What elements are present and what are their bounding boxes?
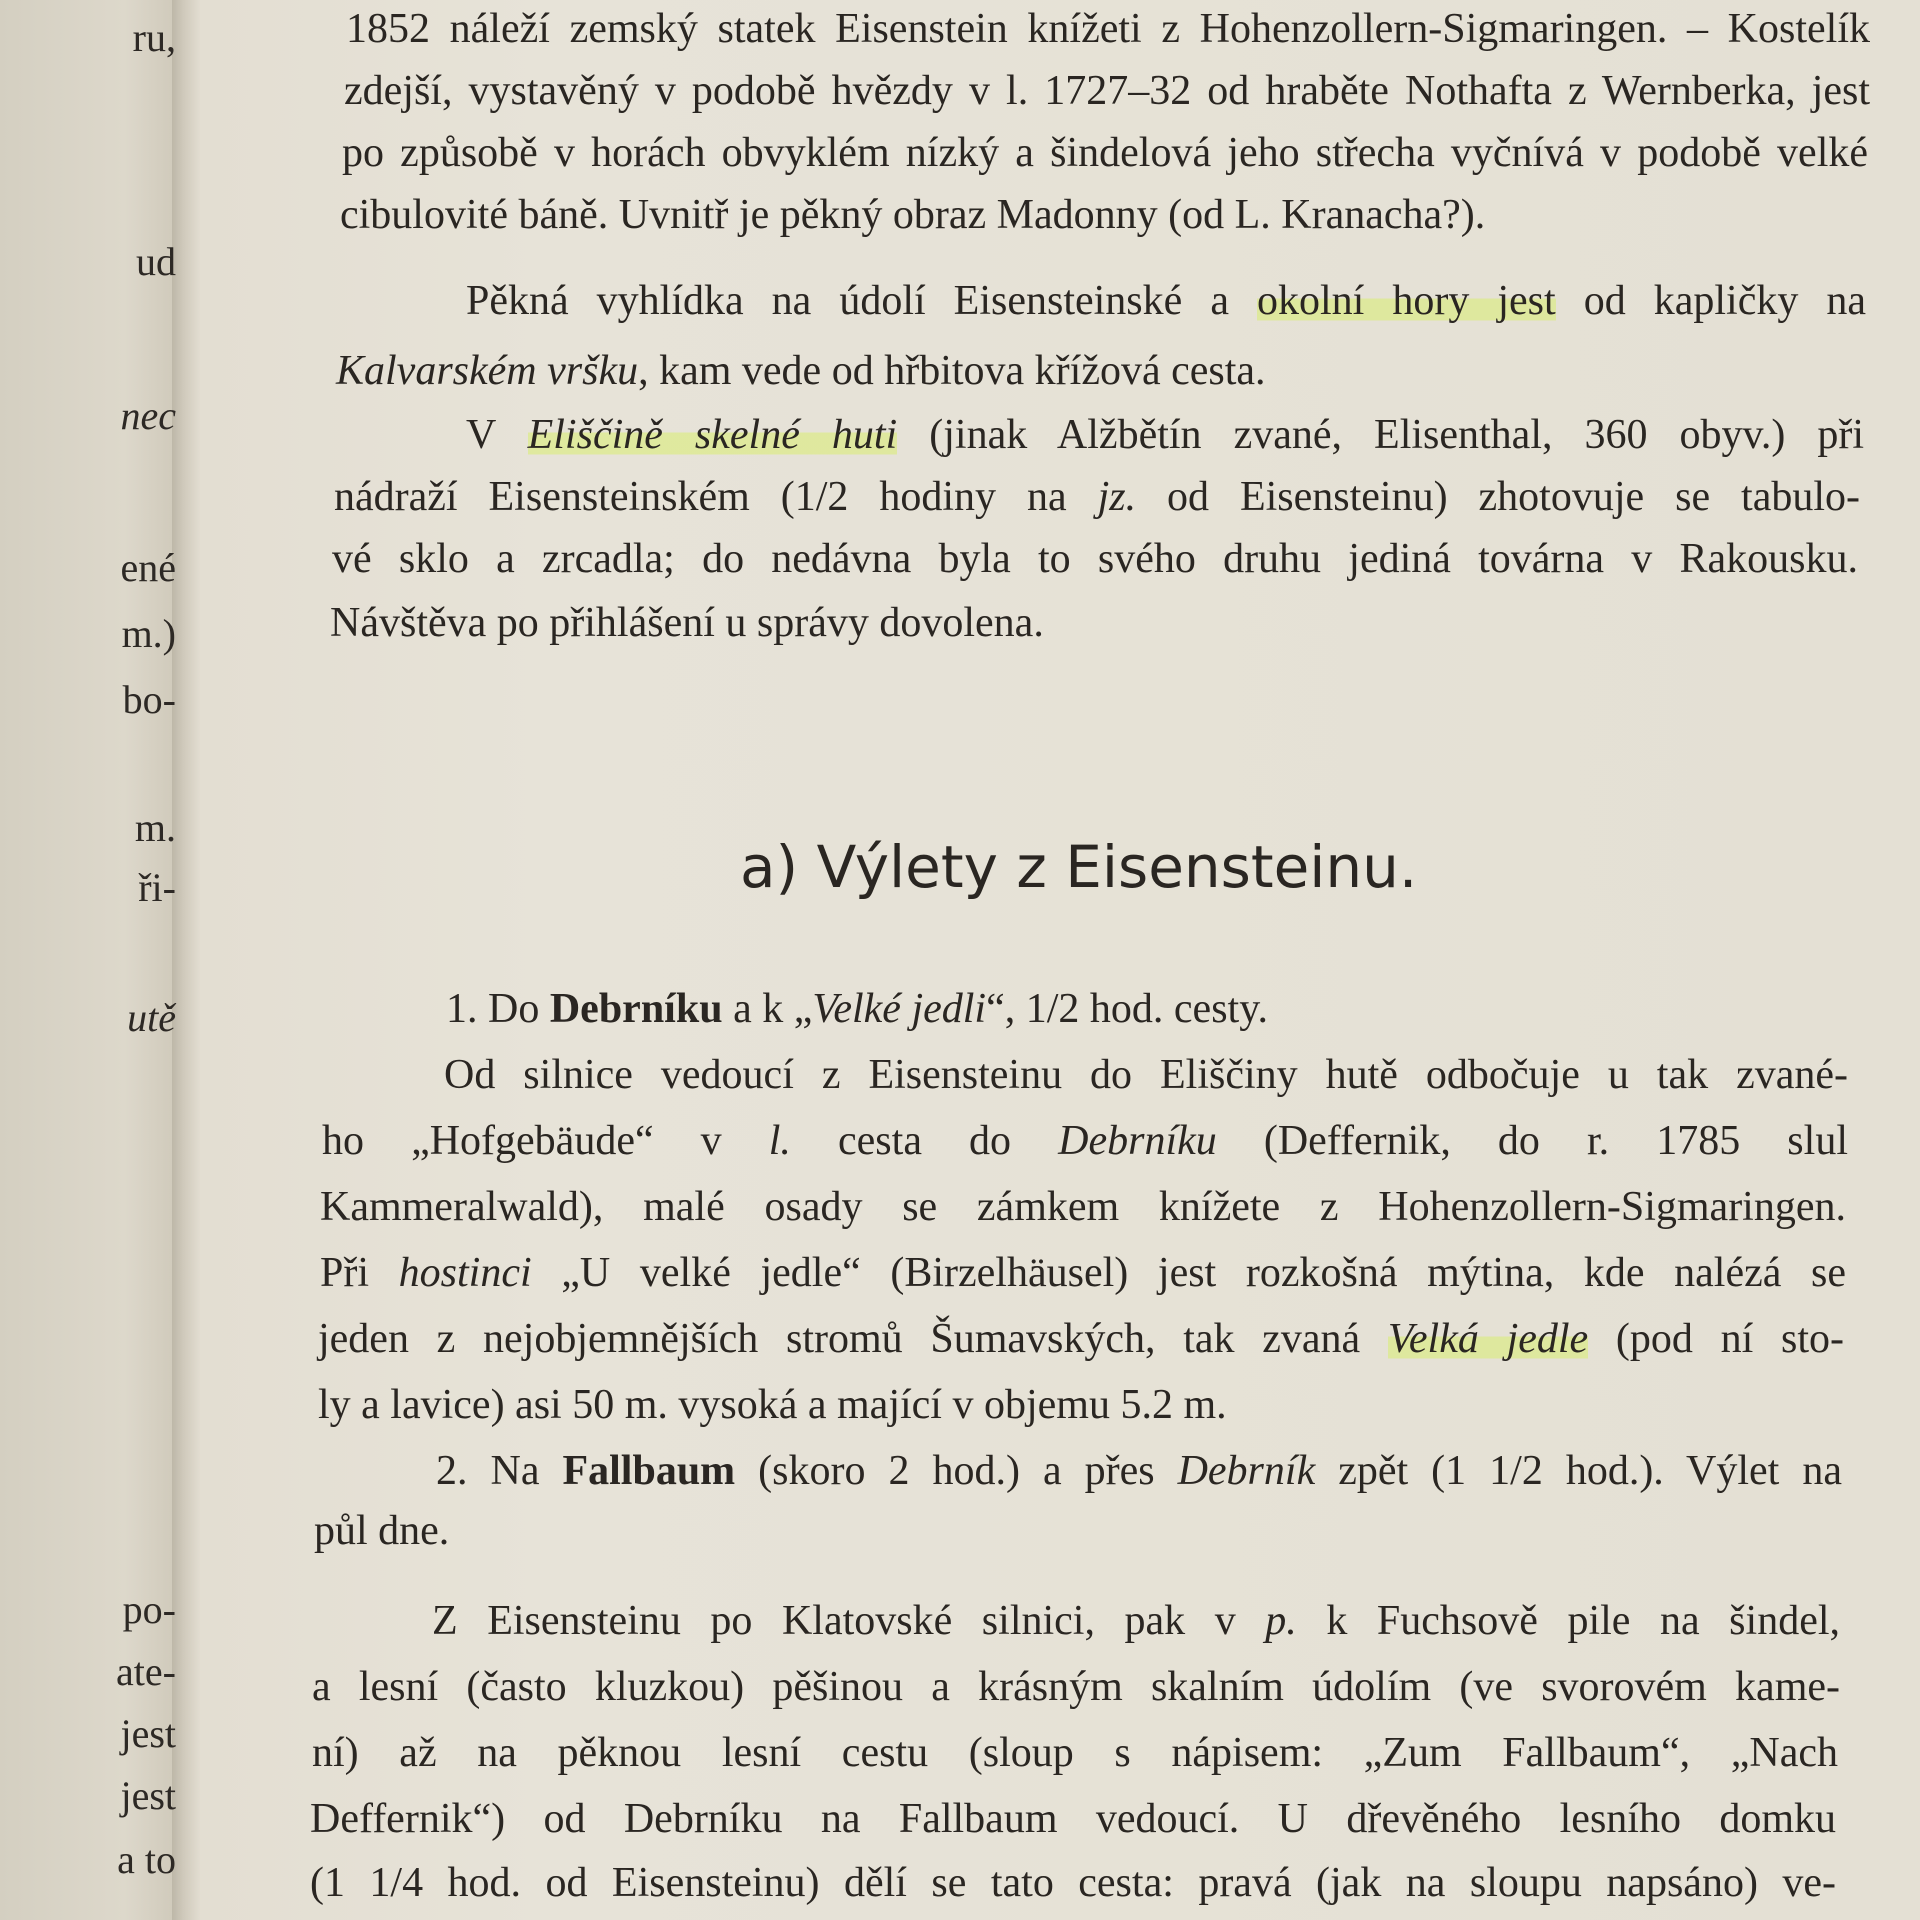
text-line bbox=[310, 1798, 1836, 1840]
text-line bbox=[342, 132, 1868, 174]
text-run: ní) až na pěknou lesní cestu (sloup s nápisem: „Zum Fallbaum“, „Nach bbox=[312, 1730, 1838, 1776]
text-line bbox=[346, 8, 1870, 50]
text-line bbox=[312, 1732, 1838, 1774]
text-line bbox=[344, 70, 1870, 112]
text-line bbox=[318, 1384, 1227, 1426]
text-run: Kammeralwald), malé osady se zámkem knížete z Hohenzollern-Sigmaringen. bbox=[320, 1184, 1846, 1230]
text-run: od kapličky na bbox=[1555, 278, 1866, 324]
text-line bbox=[444, 1054, 1848, 1096]
left-page-fragment: ené bbox=[120, 545, 176, 590]
left-page-fragment: ud bbox=[136, 239, 176, 284]
text-run: (Deffernik, do r. 1785 slul bbox=[1216, 1118, 1848, 1164]
text-line bbox=[322, 1120, 1848, 1162]
text-run: , kam vede od hřbitova křížová cesta. bbox=[638, 348, 1266, 394]
text-run: k Fuchsově pile na šindel, bbox=[1296, 1598, 1841, 1644]
left-page-fragment: nec bbox=[120, 393, 176, 438]
text-line bbox=[310, 1862, 1836, 1904]
text-line bbox=[336, 350, 1266, 392]
bold-text: Debrníku bbox=[549, 986, 723, 1032]
text-line bbox=[340, 194, 1485, 236]
text-run: (1 1/4 hod. od Eisensteinu) dělí se tato cesta: pravá (jak na sloupu napsáno) ve- bbox=[310, 1860, 1836, 1906]
left-page-fragment: utě bbox=[127, 995, 176, 1040]
left-page-fragment: bo- bbox=[122, 677, 176, 722]
text-line bbox=[320, 1252, 1846, 1294]
text-run: „U velké jedle“ (Birzelhäusel) jest rozkošná mýtina, kde nalézá se bbox=[531, 1250, 1847, 1296]
book-gutter bbox=[172, 0, 200, 1920]
highlighted-text: okolní hory jest bbox=[1256, 278, 1556, 324]
text-run: (pod ní sto- bbox=[1588, 1316, 1844, 1362]
text-run: cesta do bbox=[790, 1118, 1059, 1164]
left-page-fragment: jest bbox=[120, 1773, 176, 1818]
text-run: ly a lavice) asi 50 m. vysoká a mající v objemu 5.2 m. bbox=[318, 1382, 1227, 1428]
text-run: zdejší, vystavěný v podobě hvězdy v l. 1727–32 od hraběte Nothafta z Wernberka, jest bbox=[344, 68, 1870, 114]
text-run: a k „ bbox=[722, 986, 813, 1032]
text-run: půl dne. bbox=[314, 1508, 450, 1554]
text-line bbox=[312, 1666, 1840, 1708]
left-page-fragment: a to bbox=[117, 1837, 176, 1882]
italic-text: hostinci bbox=[398, 1250, 532, 1296]
text-run: a lesní (často kluzkou) pěšinou a krásným skalním údolím (ve svorovém kame- bbox=[312, 1664, 1840, 1710]
left-page-fragment: ři- bbox=[138, 865, 176, 910]
text-run: Z Eisensteinu po Klatovské silnici, pak v bbox=[432, 1598, 1266, 1644]
text-line bbox=[320, 1186, 1846, 1228]
italic-text: Kalvarském vršku bbox=[336, 348, 639, 394]
italic-text: Velké jedli bbox=[812, 986, 987, 1032]
left-page-fragment: ate- bbox=[116, 1649, 176, 1694]
text-run: zpět (1 1/2 hod.). Výlet na bbox=[1315, 1448, 1842, 1494]
text-line bbox=[318, 1318, 1844, 1360]
section-heading: a) Výlety z Eisensteinu. bbox=[740, 833, 1418, 901]
text-run: vé sklo a zrcadla; do nedávna byla to svého druhu jediná továrna v Rakousku. bbox=[332, 536, 1858, 582]
left-page-fragment: m. bbox=[134, 805, 176, 850]
text-line bbox=[334, 476, 1860, 518]
text-run: Od silnice vedoucí z Eisensteinu do Eliščiny hutě odbočuje u tak zvané- bbox=[444, 1052, 1848, 1098]
text-run: Deffernik“) od Debrníku na Fallbaum vedoucí. U dřevěného lesního domku bbox=[310, 1796, 1836, 1842]
text-run: V bbox=[466, 412, 528, 458]
left-page-fragment: ru, bbox=[132, 15, 176, 60]
text-run: ho „Hofgebäude“ v bbox=[322, 1118, 769, 1164]
text-run: 1. Do bbox=[446, 986, 550, 1032]
text-line bbox=[446, 988, 1268, 1030]
bold-text: Fallbaum bbox=[562, 1448, 736, 1494]
italic-text: p. bbox=[1265, 1598, 1297, 1644]
text-line bbox=[466, 280, 1866, 322]
highlighted-text: Eliščině skelné huti bbox=[527, 412, 898, 458]
text-line bbox=[332, 538, 1858, 580]
text-run: jeden z nejobjemnějších stromů Šumavských, tak zvaná bbox=[318, 1316, 1388, 1362]
text-run: nádraží Eisensteinském (1/2 hodiny na bbox=[334, 474, 1098, 520]
text-run: 1852 náleží zemský statek Eisenstein knížeti z Hohenzollern-Sigmaringen. – Kostelík bbox=[346, 6, 1870, 52]
text-run: (jinak Alžbětín zvané, Elisenthal, 360 obyv.) při bbox=[897, 412, 1864, 458]
text-run: od Eisensteinu) zhotovuje se tabulo- bbox=[1136, 474, 1860, 520]
italic-text: Debrník bbox=[1177, 1448, 1316, 1494]
highlighted-text: Velká jedle bbox=[1387, 1316, 1589, 1362]
italic-text: Debrníku bbox=[1058, 1118, 1217, 1164]
left-page-fragment: m.) bbox=[121, 611, 176, 656]
italic-text: l. bbox=[768, 1118, 791, 1164]
left-page-fragment: jest bbox=[120, 1711, 176, 1756]
text-line bbox=[436, 1450, 1842, 1492]
text-line bbox=[432, 1600, 1840, 1642]
italic-text: jz. bbox=[1097, 474, 1137, 520]
text-run: Návštěva po přihlášení u správy dovolena. bbox=[330, 600, 1044, 646]
text-run: Pěkná vyhlídka na údolí Eisensteinské a bbox=[466, 278, 1257, 324]
text-run: Při bbox=[320, 1250, 399, 1296]
text-run: “, 1/2 hod. cesty. bbox=[986, 986, 1268, 1032]
text-run: po způsobě v horách obvyklém nízký a šindelová jeho střecha vyčnívá v podobě velké bbox=[342, 130, 1868, 176]
left-page bbox=[0, 0, 178, 1920]
text-line bbox=[314, 1510, 449, 1552]
text-run: (skoro 2 hod.) a přes bbox=[735, 1448, 1178, 1494]
text-line bbox=[330, 602, 1044, 644]
text-run: 2. Na bbox=[436, 1448, 563, 1494]
text-run: cibulovité báně. Uvnitř je pěkný obraz Madonny (od L. Kranacha?). bbox=[340, 192, 1486, 238]
left-page-fragment: po- bbox=[122, 1587, 176, 1632]
text-line bbox=[466, 414, 1864, 456]
